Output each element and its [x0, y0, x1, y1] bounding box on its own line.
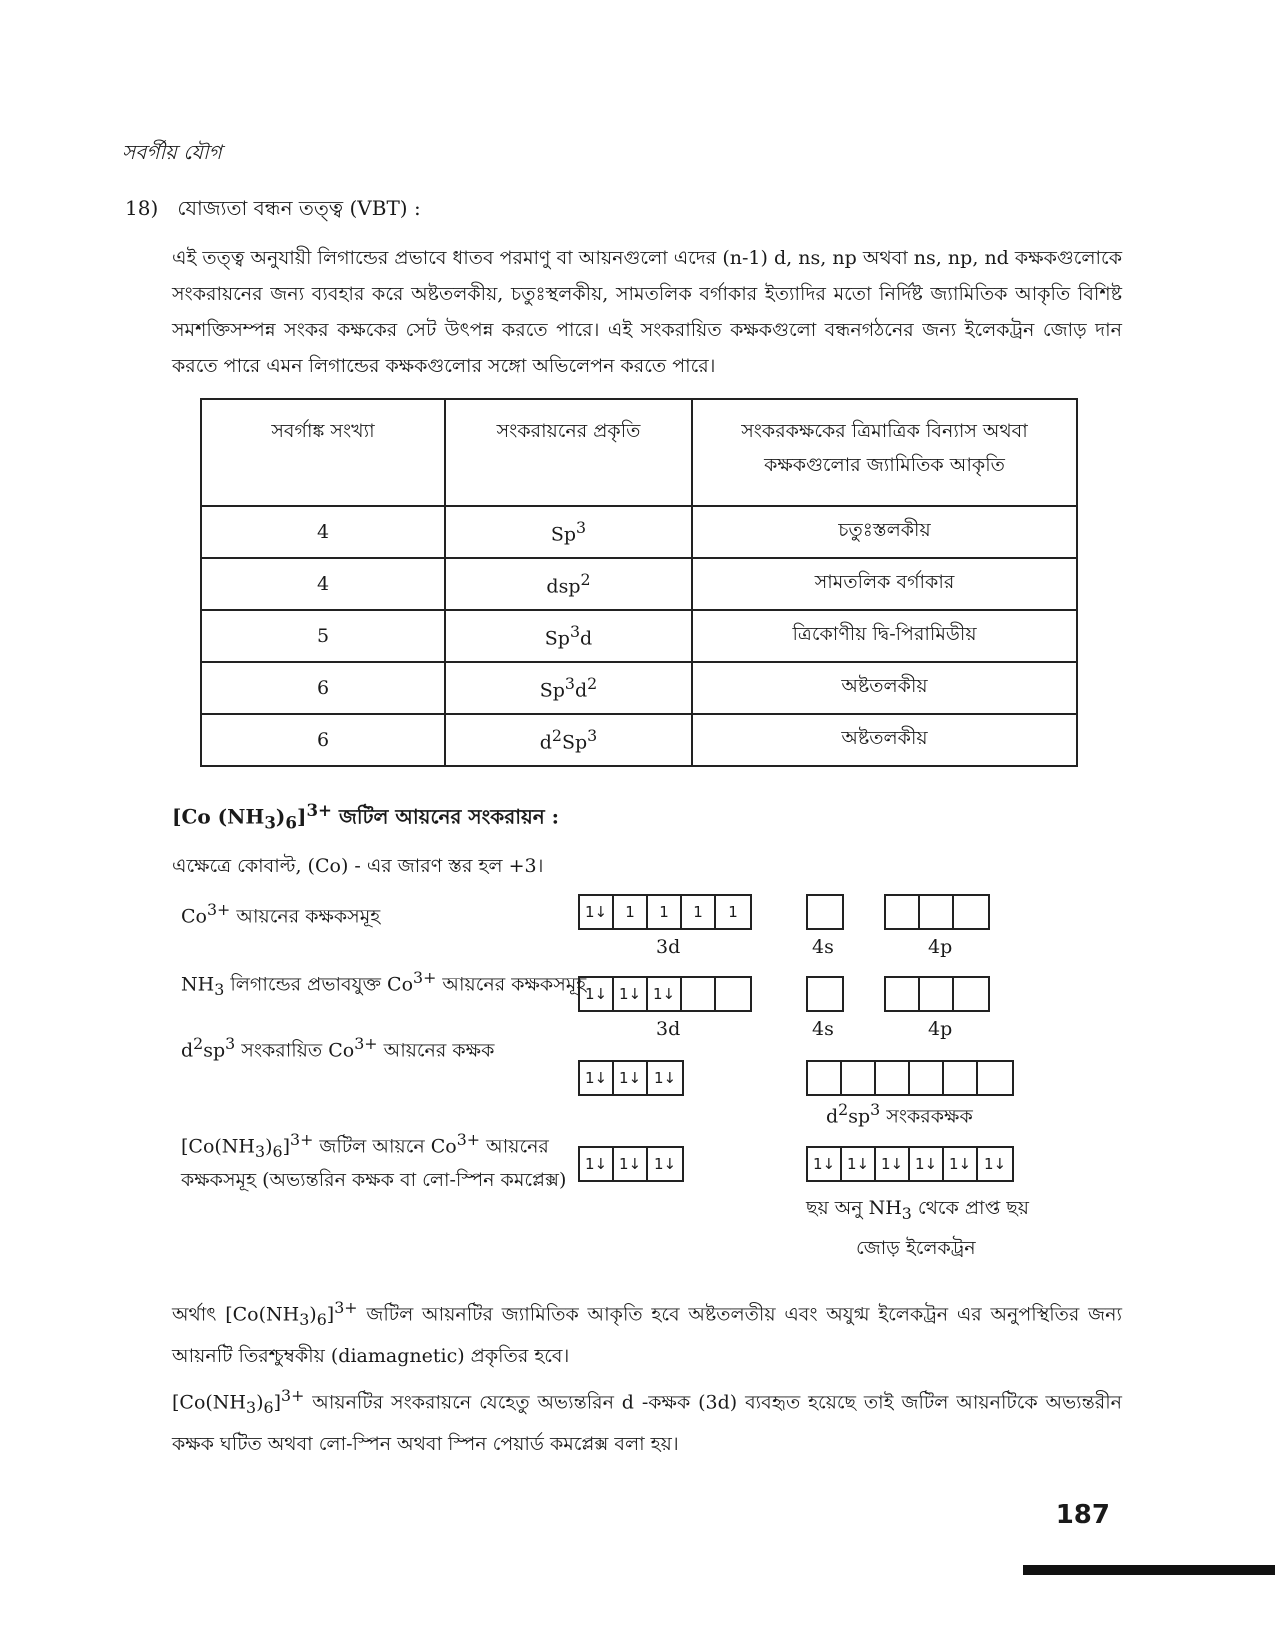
col-header-geometry: সংকরকক্ষকের ত্রিমাত্রিক বিন্যাস অথবা কক্ষকগুলোর জ্যামিতিক আকৃতি [692, 399, 1077, 506]
orbital-box: 1↓ [580, 1062, 614, 1094]
orbital-box: 1↓ [614, 978, 648, 1010]
orbital-box [716, 978, 750, 1010]
label-4s: 4s [812, 1018, 834, 1040]
complex-subheading: [Co $(NH_3)_6]^{3+}$ জটিল আয়নের সংকরায়ন : [172, 800, 560, 833]
row2-4s-box [806, 976, 844, 1012]
row2-label: $NH_3$ লিগান্ডের প্রভাবযুক্ত $Co^{3+}$ আয়নের কক্ষকসমূহ [181, 968, 587, 1000]
cell-geom: চতুঃস্তলকীয় [692, 506, 1077, 558]
orbital-box: 1↓ [580, 1148, 614, 1180]
row3-label: $d^2sp^3$ সংকরায়িত $Co^{3+}$ আয়নের কক্ষক [181, 1034, 495, 1062]
orbital-box: 1↓ [580, 978, 614, 1010]
cell-cn: 4 [201, 506, 445, 558]
ligand-note-line1: ছয় অনু $NH_3$ থেকে প্রাপ্ত ছয় [806, 1197, 1029, 1223]
section-title: যোজ্যতা বন্ধন তত্ত্ব (VBT) : [177, 196, 421, 220]
label-3d: 3d [656, 936, 681, 958]
col-header-hybridization: সংকরায়নের প্রকৃতি [445, 399, 692, 506]
label-4s: 4s [812, 936, 834, 958]
orbital-box: 1↓ [614, 1062, 648, 1094]
orbital-box: 1↓ [580, 896, 614, 928]
row4-label-line2: কক্ষকসমূহ (অভ্যন্তরিন কক্ষক বা লো-স্পিন কমপ্লেক্স) [181, 1169, 567, 1191]
orbital-box: 1↓ [653, 1069, 677, 1087]
col-header-coordination: সবর্গাঙ্ক সংখ্যা [201, 399, 445, 506]
page-number: 187 [1055, 1500, 1110, 1530]
table-row [201, 662, 1077, 714]
row2-4p-boxes [884, 976, 990, 1012]
cell-hyb: Sp$^3$d [445, 610, 692, 662]
row3-hybrid-boxes [806, 1060, 1014, 1096]
orbital-box: 1 [682, 896, 716, 928]
section-heading [125, 194, 421, 227]
conclusion-paragraph-2: $[Co(NH_3)_6]^{3+}$ আয়নটির সংকরায়নে যেহেতু অভ্যন্তরিন d -কক্ষক (3d) ব্যবহৃত হয়েছে তাই জটিল আয়নটিকে অভ্যন্তরীন কক্ষক ঘটিত অথবা লো-স্পিন অথবা স্পিন পেয়ার্ড কমপ্লেক্স বলা হয়। [172, 1386, 1122, 1456]
cell-cn: 4 [201, 558, 445, 610]
cell-cn: 5 [201, 610, 445, 662]
orbital-box: 1 [614, 896, 648, 928]
hybridization-table [200, 398, 1078, 767]
cell-cn: 6 [201, 662, 445, 714]
cell-geom: সামতলিক বর্গাকার [692, 558, 1077, 610]
intro-paragraph: এই তত্ত্ব অনুযায়ী লিগান্ডের প্রভাবে ধাতব পরমাণু বা আয়নগুলো এদের (n-1) d, ns, np অথবা ns, np, nd কক্ষকগুলোকে সংকরায়নের জন্য ব্যবহার করে অষ্টতলকীয়, চতুঃস্থলকীয়, সামতলিক বর্গাকার ইত্যাদির মতো নির্দিষ্ট জ্যামিতিক আকৃতি বিশিষ্ট সমশক্তিসম্পন্ন সংকর কক্ষকের সেট উৎপন্ন করতে পারে। এই সংকরায়িত কক্ষকগুলো বন্ধনগঠনের জন্য ইলেকট্রন জোড় দান করতে পারে এমন লিগান্ডের কক্ষকগুলোর সঙ্গো অভিলেপন করতে পারে। [172, 247, 1122, 377]
orbital-box: 1 [648, 896, 682, 928]
orbital-box: 1↓ [653, 1155, 677, 1173]
table-row [201, 506, 1077, 558]
row4-3d-boxes [578, 1146, 684, 1182]
label-4p: 4p [928, 1018, 953, 1040]
label-3d: 3d [656, 1018, 681, 1040]
cell-cn: 6 [201, 714, 445, 766]
orbital-box: 1 [728, 903, 738, 921]
footer-bar [1023, 1565, 1275, 1575]
cell-hyb: $Sp^3d^2$ [445, 662, 692, 714]
hybrid-orbital-label: $d^2sp^3$ সংকরকক্ষক [826, 1100, 973, 1128]
cell-hyb: Sp$^3$ [445, 506, 692, 558]
row4-label-line1: $[Co(NH_3)_6]^{3+}$ জটিল আয়নে $Co^{3+}$ আয়নের [181, 1130, 549, 1162]
label-4p: 4p [928, 936, 953, 958]
table-row [201, 558, 1077, 610]
oxidation-state-text: এক্ষেত্রে কোবাল্ট, (Co) - এর জারণ স্তর হল +3। [172, 855, 544, 877]
row4-hybrid-boxes: 1↓ 1↓ 1↓ 1↓ 1↓ 1↓ [806, 1146, 1014, 1182]
row1-4s-box [806, 894, 844, 930]
orbital-box [682, 978, 716, 1010]
row1-4p-boxes [884, 894, 990, 930]
running-header: সবর্গীয় যৌগ [122, 140, 222, 164]
section-number: 18) [125, 196, 159, 220]
row1-label: $Co^{3+}$ আয়নের কক্ষকসমূহ [181, 900, 381, 928]
cell-hyb: $d^2Sp^3$ [445, 714, 692, 766]
cell-hyb: dsp$^2$ [445, 558, 692, 610]
table-row [201, 714, 1077, 766]
conclusion-paragraph-1: অর্থাৎ $[Co(NH_3)_6]^{3+}$ জটিল আয়নটির জ্যামিতিক আকৃতি হবে অষ্টতলতীয় এবং অযুগ্ম ইলেকট্রন এর অনুপস্থিতির জন্য আয়নটি তিরশ্চুম্বকীয় (diamagnetic) প্রকৃতির হবে। [172, 1298, 1122, 1368]
cell-geom: অষ্টতলকীয় [692, 714, 1077, 766]
cell-geom: ত্রিকোণীয় দ্বি-পিরামিডীয় [692, 610, 1077, 662]
table-header-row [201, 399, 1077, 506]
row2-3d-boxes [578, 976, 752, 1012]
ligand-note-line2: জোড় ইলেকট্রন [856, 1237, 976, 1259]
orbital-box: 1↓ [614, 1148, 648, 1180]
row1-3d-boxes [578, 894, 752, 930]
row3-3d-boxes [578, 1060, 684, 1096]
table-row [201, 610, 1077, 662]
orbital-box: 1↓ [648, 978, 682, 1010]
cell-geom: অষ্টতলকীয় [692, 662, 1077, 714]
